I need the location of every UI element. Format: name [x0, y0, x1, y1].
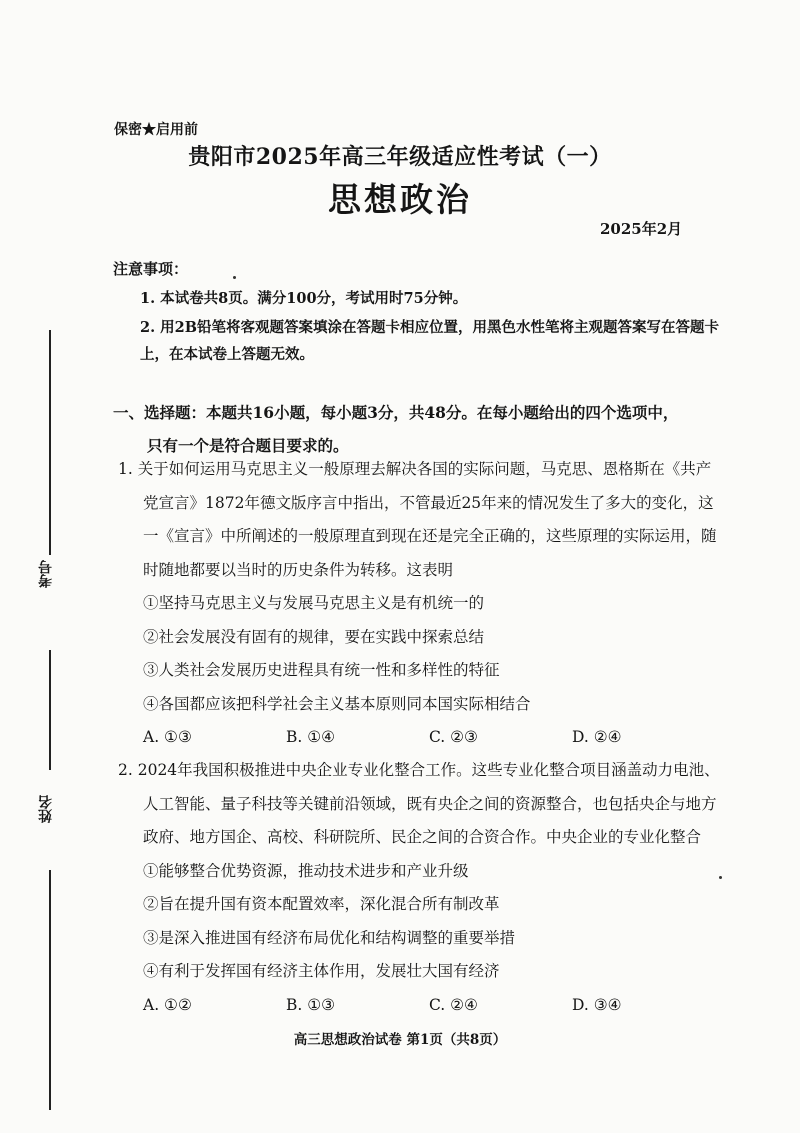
binding-line-bottom	[49, 870, 51, 1110]
notice-item: 1. 本试卷共8页。满分100分，考试用时75分钟。	[140, 290, 468, 307]
question-1	[118, 453, 726, 755]
notice-item: 2. 用2B铅笔将客观题答案填涂在答题卡相应位置，用黑色水性笔将主观题答案写在答题卡上，在本试卷上答题无效。	[140, 319, 720, 363]
scan-speck	[719, 876, 722, 879]
page-footer: 高三思想政治试卷 第1页（共8页）	[293, 1032, 507, 1048]
exam-number-label: 考号	[38, 560, 54, 588]
statement: ②旨在提升国有资本配置效率，深化混合所有制改革	[143, 895, 500, 913]
statement: ①坚持马克思主义与发展马克思主义是有机统一的	[143, 594, 485, 612]
option-b: B. ①④	[286, 728, 336, 746]
option-c: C. ②④	[429, 995, 478, 1014]
confidential-label: 保密★启用前	[114, 122, 198, 138]
section-heading-text: 一、选择题：本题共16小题，每小题3分，共48分。在每小题给出的四个选项中，	[113, 403, 679, 422]
option-d: D. ②④	[572, 728, 622, 746]
statement: ③人类社会发展历史进程具有统一性和多样性的特征	[143, 661, 500, 679]
name-label: 姓名	[38, 795, 54, 823]
exam-date: 2025年2月	[600, 220, 683, 238]
statement: ①能够整合优势资源，推动技术进步和产业升级	[143, 861, 469, 880]
binding-line-top	[49, 330, 51, 555]
notice-title: 注意事项：	[113, 260, 189, 278]
option-c: C. ②③	[429, 728, 478, 746]
statement: ③是深入推进国有经济布局优化和结构调整的重要举措	[143, 928, 516, 947]
option-b: B. ①③	[286, 995, 336, 1014]
section-heading-continued: 只有一个是符合题目要求的。	[147, 436, 349, 455]
scan-speck	[233, 276, 236, 279]
question-stem: 2. 2024年我国积极推进中央企业专业化整合工作。这些专业化整合项目涵盖动力电池、人工智能、量子科技等关键前沿领域，既有央企之间的资源整合，也包括央企与地方政府、地方国企、高校、科研院所、民企之间的合资合作。中央企业的专业化整合	[118, 761, 720, 846]
option-d: D. ③④	[572, 995, 622, 1014]
option-a: A. ①②	[143, 995, 192, 1014]
answer-options	[118, 721, 726, 755]
option-a: A. ①③	[143, 728, 192, 746]
exam-title: 贵阳市2025年高三年级适应性考试（一）	[188, 144, 612, 170]
subject-title: 思想政治	[328, 180, 472, 219]
question-2	[118, 754, 726, 1022]
statement: ④有利于发挥国有经济主体作用，发展壮大国有经济	[143, 962, 500, 980]
statement: ②社会发展没有固有的规律，要在实践中探索总结	[143, 627, 485, 646]
question-stem: 1. 关于如何运用马克思主义一般原理去解决各国的实际问题，马克思、恩格斯在《共产党宣言》1872年德文版序言中指出，不管最近25年来的情况发生了多大的变化，这一《宣言》中所阐述的一般原理直到现在还是完全正确的，这些原理的实际运用，随时随地都要以当时的历史条件为转移。这表明	[118, 460, 717, 579]
statement: ④各国都应该把科学社会主义基本原则同本国实际相结合	[143, 694, 531, 713]
binding-line-middle	[49, 650, 51, 770]
answer-options	[118, 989, 726, 1023]
